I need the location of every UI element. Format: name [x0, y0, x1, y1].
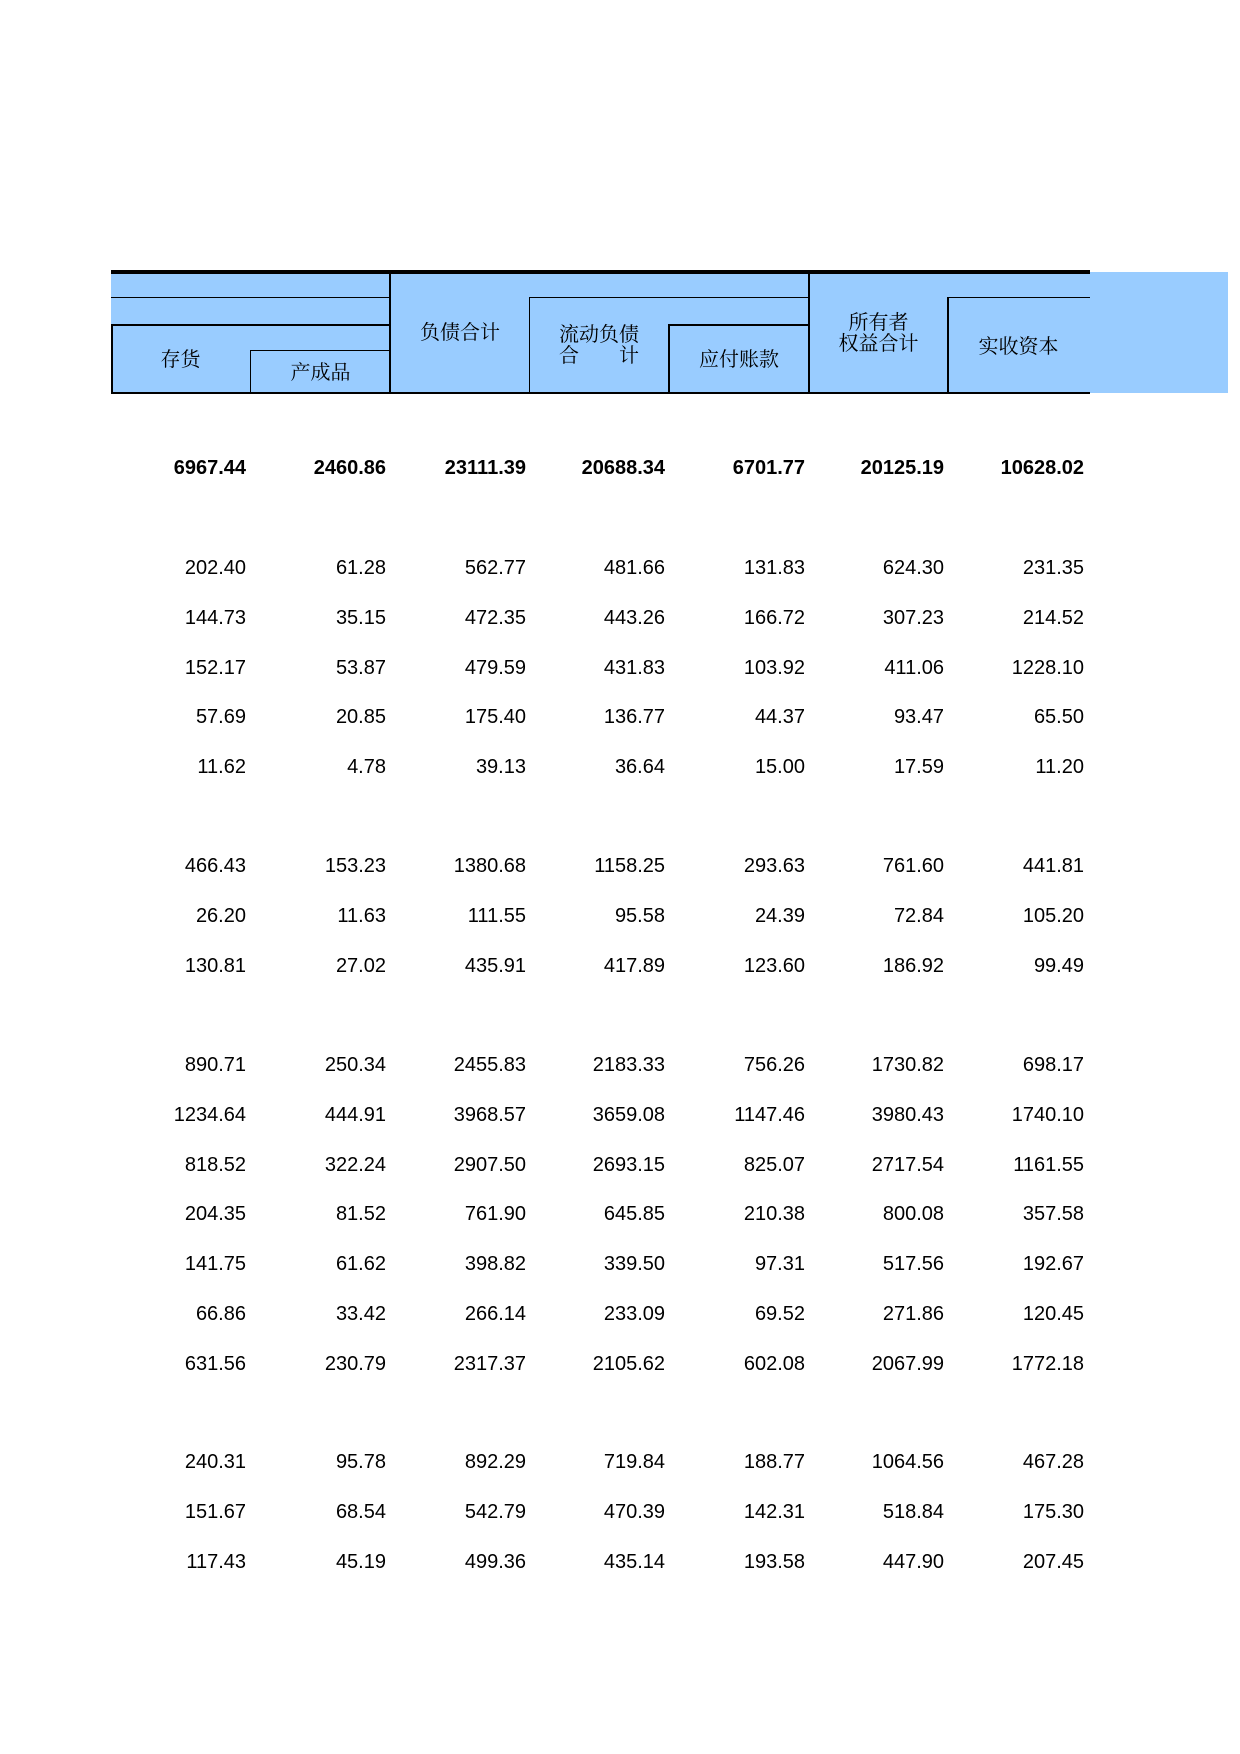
- table-cell: 3968.57: [453, 1104, 526, 1126]
- table-cell: 447.90: [882, 1551, 944, 1573]
- table-cell: 1161.55: [1013, 1154, 1084, 1176]
- header-current-liabilities-line1: 流动负债: [559, 322, 639, 346]
- table-cell: 141.75: [184, 1253, 246, 1275]
- table-cell: 444.91: [324, 1104, 386, 1126]
- table-cell: 72.84: [893, 905, 944, 927]
- table-cell: 192.67: [1022, 1253, 1084, 1275]
- table-cell: 57.69: [195, 706, 246, 728]
- table-cell: 800.08: [882, 1203, 944, 1225]
- table-cell: 120.45: [1022, 1303, 1084, 1325]
- table-cell: 69.52: [754, 1303, 805, 1325]
- table-cell: 111.55: [467, 905, 526, 927]
- table-cell: 467.28: [1022, 1451, 1084, 1473]
- table-cell: 518.84: [882, 1501, 944, 1523]
- table-cell: 645.85: [603, 1203, 665, 1225]
- table-cell: 481.66: [603, 557, 665, 579]
- table-cell: 698.17: [1022, 1054, 1084, 1076]
- table-cell: 207.45: [1022, 1551, 1084, 1573]
- table-cell: 36.64: [614, 756, 665, 778]
- table-cell: 105.20: [1022, 905, 1084, 927]
- table-cell: 188.77: [743, 1451, 805, 1473]
- table-cell: 398.82: [464, 1253, 526, 1275]
- table-cell: 266.14: [464, 1303, 526, 1325]
- table-cell: 97.31: [754, 1253, 805, 1275]
- table-cell: 93.47: [893, 706, 944, 728]
- table-cell: 517.56: [882, 1253, 944, 1275]
- table-cell: 1158.25: [594, 855, 665, 877]
- table-cell: 4.78: [347, 756, 386, 778]
- table-cell: 20688.34: [581, 457, 665, 479]
- table-cell: 357.58: [1022, 1203, 1084, 1225]
- header-equity-line2: 权益合计: [838, 331, 919, 355]
- table-cell: 2183.33: [592, 1054, 665, 1076]
- table-cell: 61.62: [335, 1253, 386, 1275]
- table-cell: 818.52: [184, 1154, 246, 1176]
- table-cell: 202.40: [184, 557, 246, 579]
- header-finished-goods: 产成品: [290, 360, 351, 384]
- table-header-background-extension: [1090, 272, 1228, 393]
- table-cell: 472.35: [464, 607, 526, 629]
- table-cell: 230.79: [324, 1353, 386, 1375]
- table-cell: 95.58: [614, 905, 665, 927]
- header-accounts-payable: 应付账款: [699, 347, 779, 371]
- table-cell: 151.67: [184, 1501, 246, 1523]
- table-cell: 466.43: [184, 855, 246, 877]
- table-cell: 322.24: [324, 1154, 386, 1176]
- table-cell: 3980.43: [871, 1104, 944, 1126]
- table-cell: 152.17: [184, 657, 246, 679]
- table-cell: 11.20: [1035, 756, 1084, 778]
- table-cell: 431.83: [603, 657, 665, 679]
- table-cell: 33.42: [335, 1303, 386, 1325]
- table-cell: 2067.99: [871, 1353, 944, 1375]
- table-cell: 562.77: [464, 557, 526, 579]
- table-cell: 417.89: [603, 955, 665, 977]
- table-cell: 1380.68: [453, 855, 526, 877]
- table-cell: 2717.54: [871, 1154, 944, 1176]
- table-cell: 3659.08: [592, 1104, 665, 1126]
- table-cell: 231.35: [1022, 557, 1084, 579]
- table-cell: 6701.77: [732, 457, 805, 479]
- table-cell: 20125.19: [860, 457, 944, 479]
- table-cell: 27.02: [335, 955, 386, 977]
- table-cell: 411.06: [884, 657, 944, 679]
- table-cell: 15.00: [754, 756, 805, 778]
- table-cell: 11.62: [197, 756, 246, 778]
- table-cell: 6967.44: [173, 457, 246, 479]
- table-cell: 61.28: [335, 557, 386, 579]
- header-inventory: 存货: [160, 347, 201, 371]
- table-cell: 11.63: [337, 905, 386, 927]
- table-cell: 761.60: [882, 855, 944, 877]
- table-cell: 166.72: [743, 607, 805, 629]
- table-cell: 20.85: [335, 706, 386, 728]
- table-cell: 123.60: [743, 955, 805, 977]
- table-cell: 23111.39: [444, 457, 526, 479]
- table-cell: 761.90: [464, 1203, 526, 1225]
- table-cell: 99.49: [1033, 955, 1084, 977]
- table-cell: 2455.83: [453, 1054, 526, 1076]
- table-cell: 250.34: [324, 1054, 386, 1076]
- table-cell: 2105.62: [592, 1353, 665, 1375]
- table-cell: 153.23: [324, 855, 386, 877]
- table-cell: 890.71: [184, 1054, 246, 1076]
- table-cell: 240.31: [184, 1451, 246, 1473]
- table-cell: 53.87: [335, 657, 386, 679]
- table-cell: 144.73: [184, 607, 246, 629]
- table-cell: 1772.18: [1011, 1353, 1084, 1375]
- table-cell: 624.30: [882, 557, 944, 579]
- table-cell: 2693.15: [592, 1154, 665, 1176]
- table-cell: 35.15: [335, 607, 386, 629]
- header-paid-in-capital: 实收资本: [978, 334, 1059, 358]
- table-cell: 2317.37: [453, 1353, 526, 1375]
- table-cell: 233.09: [603, 1303, 665, 1325]
- table-cell: 175.40: [464, 706, 526, 728]
- table-cell: 210.38: [743, 1203, 805, 1225]
- table-cell: 68.54: [335, 1501, 386, 1523]
- table-cell: 602.08: [743, 1353, 805, 1375]
- table-cell: 293.63: [743, 855, 805, 877]
- table-cell: 441.81: [1022, 855, 1084, 877]
- table-cell: 65.50: [1033, 706, 1084, 728]
- table-cell: 271.86: [882, 1303, 944, 1325]
- table-cell: 470.39: [603, 1501, 665, 1523]
- header-equity-line1: 所有者: [848, 310, 909, 334]
- table-cell: 136.77: [603, 706, 665, 728]
- table-cell: 892.29: [464, 1451, 526, 1473]
- table-cell: 44.37: [754, 706, 805, 728]
- table-cell: 39.13: [475, 756, 526, 778]
- table-cell: 26.20: [195, 905, 246, 927]
- table-cell: 10628.02: [1000, 457, 1084, 479]
- table-cell: 542.79: [464, 1501, 526, 1523]
- table-cell: 1730.82: [871, 1054, 944, 1076]
- table-cell: 142.31: [743, 1501, 805, 1523]
- table-cell: 479.59: [464, 657, 526, 679]
- table-cell: 307.23: [882, 607, 944, 629]
- table-cell: 131.83: [743, 557, 805, 579]
- table-cell: 193.58: [743, 1551, 805, 1573]
- table-cell: 1234.64: [173, 1104, 246, 1126]
- table-cell: 186.92: [882, 955, 944, 977]
- table-cell: 443.26: [603, 607, 665, 629]
- header-current-liabilities-line2: 合 计: [559, 343, 639, 367]
- table-cell: 24.39: [754, 905, 805, 927]
- table-cell: 45.19: [335, 1551, 386, 1573]
- table-cell: 339.50: [603, 1253, 665, 1275]
- table-cell: 95.78: [335, 1451, 386, 1473]
- table-cell: 825.07: [743, 1154, 805, 1176]
- table-cell: 204.35: [184, 1203, 246, 1225]
- table-cell: 435.91: [464, 955, 526, 977]
- table-cell: 499.36: [464, 1551, 526, 1573]
- table-cell: 435.14: [603, 1551, 665, 1573]
- table-cell: 175.30: [1022, 1501, 1084, 1523]
- table-cell: 130.81: [184, 955, 246, 977]
- table-cell: 2907.50: [453, 1154, 526, 1176]
- table-cell: 81.52: [335, 1203, 386, 1225]
- table-cell: 2460.86: [313, 457, 386, 479]
- table-cell: 17.59: [893, 756, 944, 778]
- table-cell: 214.52: [1022, 607, 1084, 629]
- table-cell: 1064.56: [871, 1451, 944, 1473]
- table-cell: 66.86: [195, 1303, 246, 1325]
- table-cell: 1147.46: [734, 1104, 805, 1126]
- table-cell: 103.92: [743, 657, 805, 679]
- table-cell: 756.26: [743, 1054, 805, 1076]
- table-cell: 117.43: [186, 1551, 246, 1573]
- table-cell: 1228.10: [1011, 657, 1084, 679]
- table-cell: 1740.10: [1011, 1104, 1084, 1126]
- header-total-liabilities: 负债合计: [420, 320, 500, 344]
- table-cell: 631.56: [184, 1353, 246, 1375]
- table-cell: 719.84: [603, 1451, 665, 1473]
